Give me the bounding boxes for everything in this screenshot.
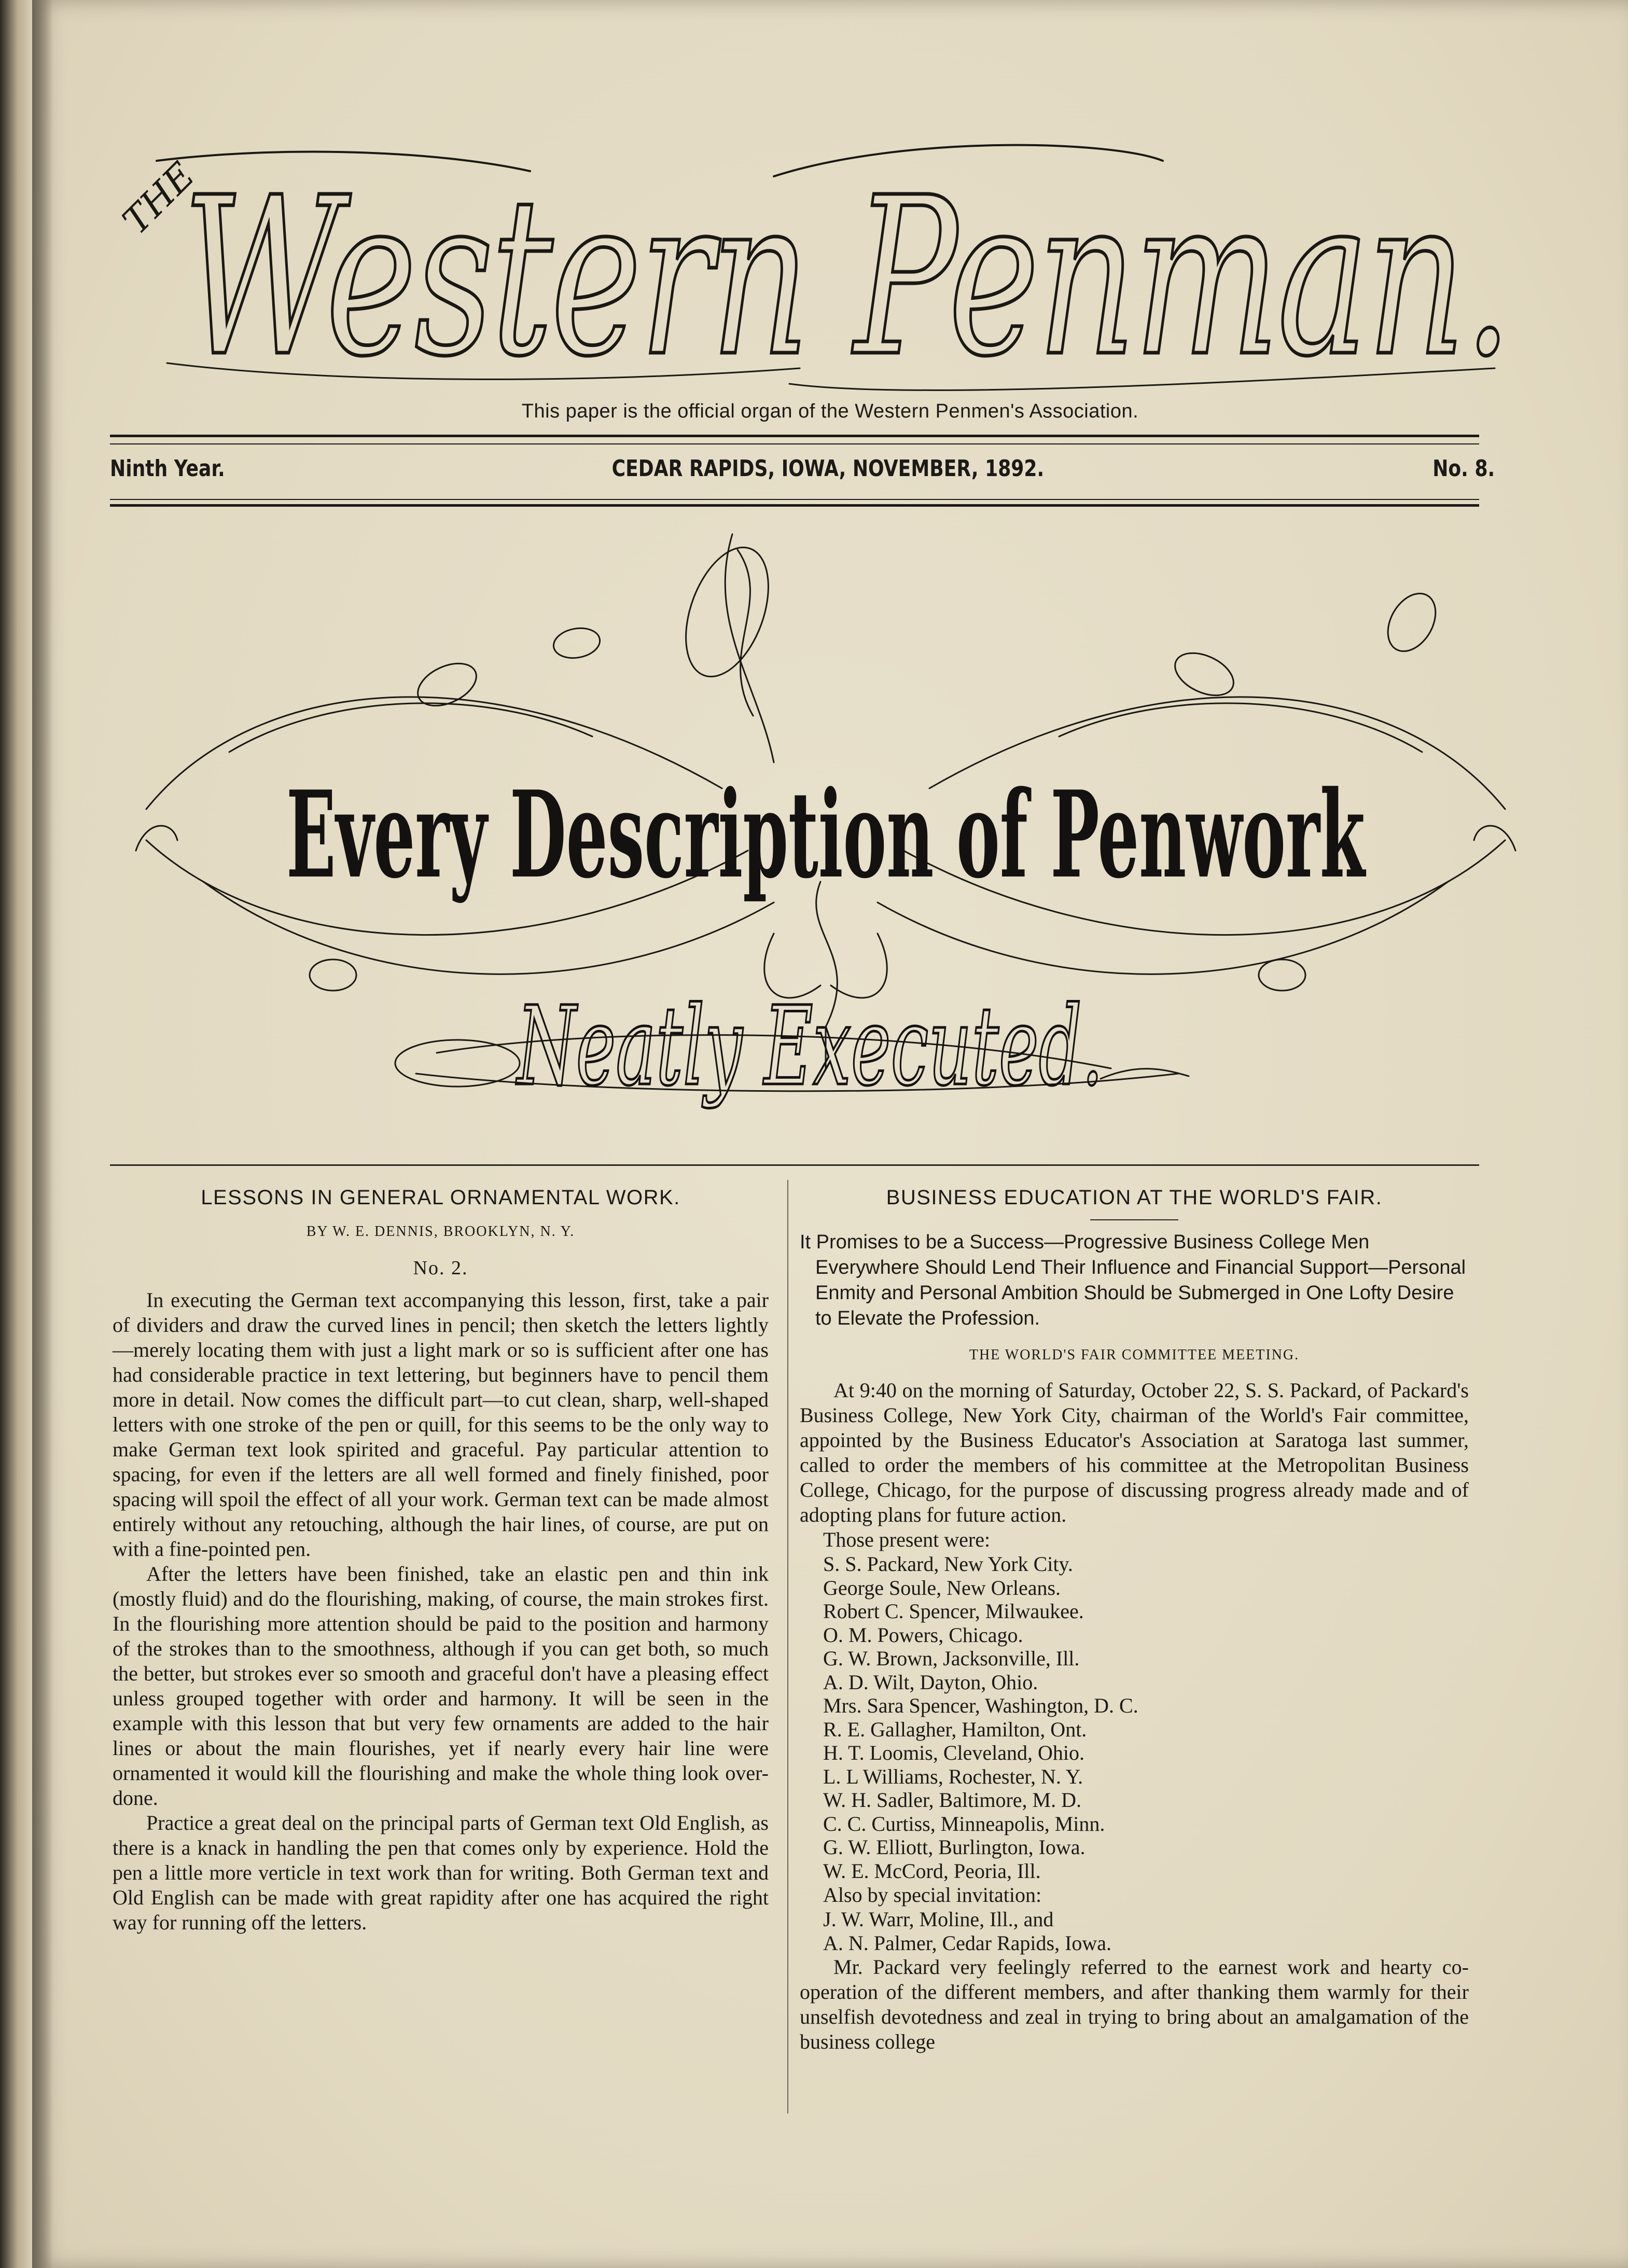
previous-page-edge	[0, 0, 32, 2268]
lesson-paragraph: Practice a great deal on the principal parts of German text Old English, as there is a knack in handling the pen that comes only by experience. Hold the pen a little more verticle in text work than for writing. Both German text and Old English can be made with great rapidity after one has acquired the right way for running off the letters.	[113, 1811, 769, 1934]
list-item: George Soule, New Orleans.	[823, 1576, 1061, 1599]
list-item: H. T. Loomis, Cleveland, Ohio.	[823, 1741, 1085, 1764]
invite-intro: Also by special invitation:	[823, 1883, 1042, 1907]
penwork-ornament	[126, 519, 1526, 1162]
dateline-top-rule-thick	[110, 435, 1479, 437]
newspaper-page	[32, 0, 1628, 2268]
masthead-logo	[114, 140, 1526, 405]
list-item: R. E. Gallagher, Hamilton, Ont.	[823, 1717, 1087, 1741]
lesson-byline: BY W. E. DENNIS, BROOKLYN, N. Y.	[306, 1223, 575, 1240]
invited-list	[823, 1908, 1469, 1955]
business-article	[800, 1185, 1469, 2054]
business-paragraph: Mr. Packard very feelingly referred to the earnest work and hearty co-operation of the different members, and after thanking them warmly for their unselfish devotedness and zeal in trying to bring about an amalgamation of the business college	[800, 1955, 1469, 2053]
lesson-paragraph: In executing the German text accompanying this lesson, first, take a pair of dividers and draw the curved lines in pencil; then sketch the letters lightly—merely locating them with just a light mark or so is sufficient after one has had considerable practice in text lettering, but beginners have to pencil them more in detail. Now comes the difficult part—to cut clean, sharp, well-shaped letters with one stroke of the pen or quill, for this seems to be the only way to make German text look spirited and graceful. Pay particular attention to spacing, for even if the letters are all well formed and finely finished, poor spacing will spoil the effect of all your work. German text can be made almost entirely without any retouching, although the hair lines, of course, are put on with a fine-pointed pen.	[113, 1288, 769, 1561]
page-gutter-shadow	[32, 0, 53, 2268]
attendee-list	[823, 1552, 1469, 1883]
dateline-top-rule-thin	[110, 443, 1479, 444]
list-item: W. E. McCord, Peoria, Ill.	[823, 1859, 1041, 1883]
masthead-tagline: This paper is the official organ of the Western Penmen's Association.	[521, 400, 1139, 422]
list-item: G. W. Brown, Jacksonville, Ill.	[823, 1647, 1080, 1670]
meeting-heading: THE WORLD'S FAIR COMMITTEE MEETING.	[969, 1347, 1300, 1363]
section-divider	[110, 1164, 1479, 1166]
list-item: Mrs. Sara Spencer, Washington, D. C.	[823, 1694, 1138, 1717]
penwork-sub-text: Neatly Executed.	[515, 983, 1104, 1110]
list-item: G. W. Elliott, Burlington, Iowa.	[823, 1835, 1086, 1859]
penwork-main-text: Every Description of Penwork	[286, 765, 1367, 905]
lesson-article	[113, 1185, 769, 1935]
list-item: Robert C. Spencer, Milwaukee.	[823, 1599, 1084, 1623]
list-item: S. S. Packard, New York City.	[823, 1552, 1073, 1576]
issue-number: No. 8.	[1432, 455, 1495, 482]
masthead-prefix: THE	[114, 154, 203, 243]
list-item: O. M. Powers, Chicago.	[823, 1623, 1023, 1647]
list-item: A. D. Wilt, Dayton, Ohio.	[823, 1670, 1038, 1694]
headline-rule	[1090, 1219, 1178, 1220]
list-item: J. W. Warr, Moline, Ill., and	[823, 1908, 1054, 1931]
lesson-number: No. 2.	[413, 1257, 468, 1279]
masthead-title: Western Penman.	[183, 151, 1510, 405]
business-subhead: It Promises to be a Success—Progressive Business College Men Everywhere Should Lend Their Influence and Financial Support—Personal Enmity and Personal Ambition Should be Submerged in One Lofty Desire to Elevate the Profession.	[800, 1231, 1466, 1329]
list-item: L. L Williams, Rochester, N. Y.	[823, 1764, 1083, 1788]
dateline-bottom-rule-thin	[110, 499, 1479, 500]
dateline	[110, 455, 1495, 492]
volume-year: Ninth Year.	[110, 455, 225, 482]
list-item: A. N. Palmer, Cedar Rapids, Iowa.	[823, 1931, 1112, 1955]
column-rule	[787, 1180, 788, 2113]
business-paragraph: At 9:40 on the morning of Saturday, October 22, S. S. Packard, of Packard's Business College, New York City, chairman of the World's Fair committee, appointed by the Business Educator's Association at Saratoga last summer, called to order the members of his committee at the Metropolitan Business College, Chicago, for the purpose of discussing progress already made and of adopting plans for future action.	[800, 1379, 1469, 1526]
business-headline: BUSINESS EDUCATION AT THE WORLD'S FAIR.	[886, 1186, 1383, 1209]
lesson-paragraph: After the letters have been finished, take an elastic pen and thin ink (mostly fluid) and do the flourishing, making, of course, the main strokes first. In the flourishing more attention should be paid to the position and harmony of the strokes than to the smoothness, although if you can get both, so much the better, but strokes ever so smooth and graceful don't have a pleasing effect unless grouped together with order and harmony. It will be seen in the example with this lesson that but very few ornaments are added to the hair lines or about the main flourishes, yet if nearly every hair line were ornamented it would kill the flourishing and make the whole thing look over-done.	[113, 1562, 769, 1810]
list-item: W. H. Sadler, Baltimore, M. D.	[823, 1788, 1081, 1812]
lesson-headline: LESSONS IN GENERAL ORNAMENTAL WORK.	[201, 1186, 680, 1209]
list-item: C. C. Curtiss, Minneapolis, Minn.	[823, 1812, 1105, 1835]
issue-place-date: CEDAR RAPIDS, IOWA, NOVEMBER, 1892.	[611, 455, 1045, 482]
dateline-bottom-rule-thick	[110, 504, 1479, 507]
present-intro: Those present were:	[823, 1528, 991, 1551]
